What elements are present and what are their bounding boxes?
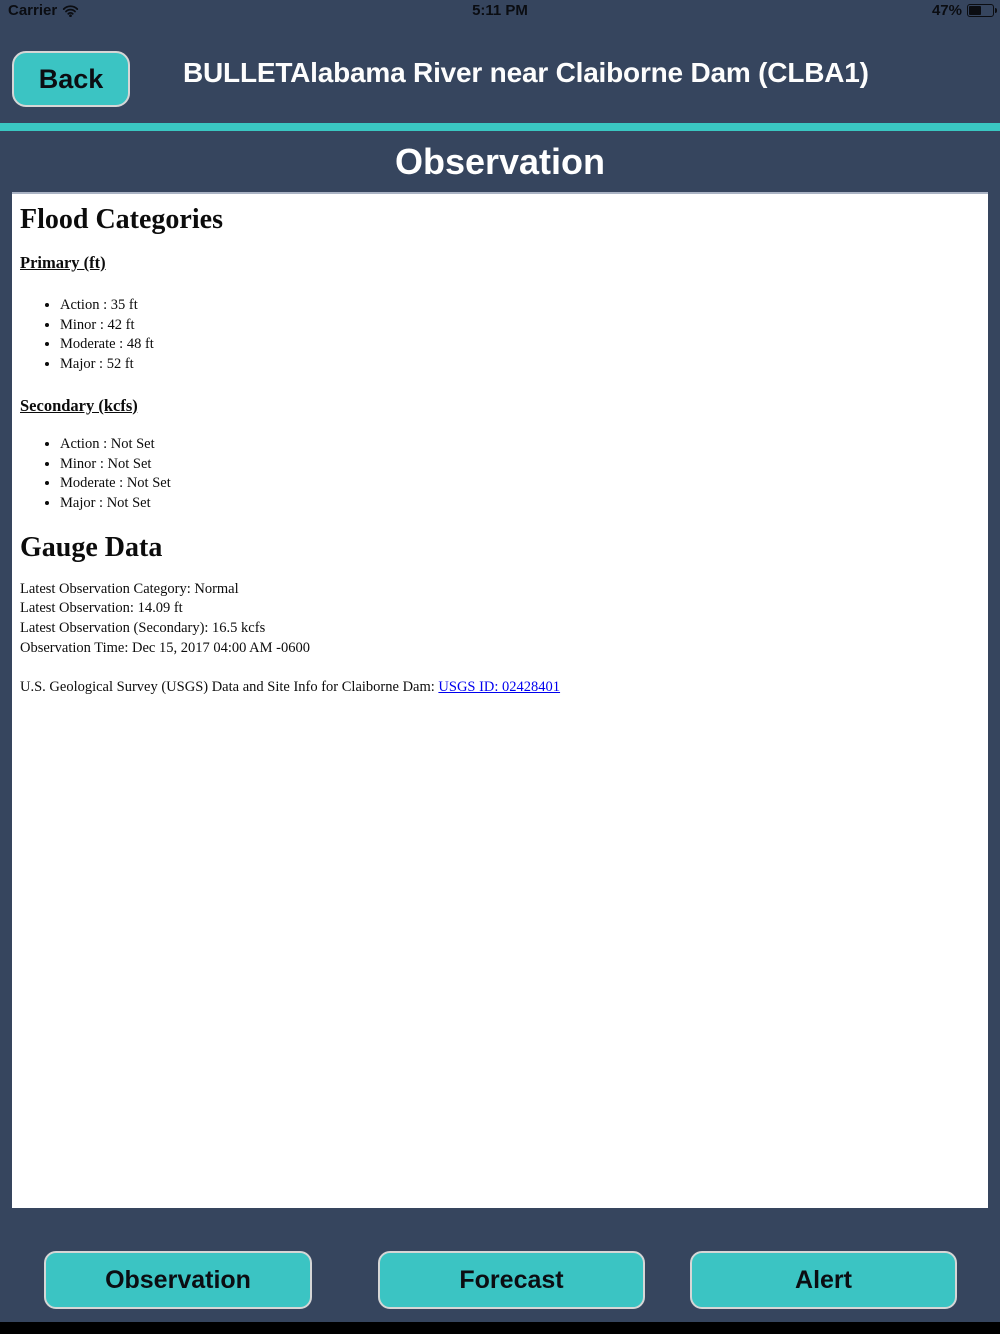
- battery-icon: [967, 4, 994, 17]
- clock: 5:11 PM: [472, 2, 528, 19]
- list-item: • Major : Not Set: [60, 494, 980, 514]
- observation-tab-button[interactable]: Observation: [44, 1251, 312, 1309]
- list-item: • Action : 35 ft: [60, 296, 980, 316]
- secondary-subheading: Secondary (kcfs): [20, 395, 138, 415]
- page-title: BULLETAlabama River near Claiborne Dam (CLBA1): [183, 56, 869, 88]
- gauge-data-heading: Gauge Data: [20, 531, 163, 563]
- gauge-line: Latest Observation Category: Normal: [20, 580, 239, 597]
- list-item: • Moderate : 48 ft: [60, 335, 980, 355]
- list-item: • Action : Not Set: [60, 435, 980, 455]
- battery-percent-label: 47%: [931, 2, 962, 19]
- secondary-category-list: [20, 435, 980, 514]
- status-bar: [0, 0, 1000, 22]
- list-item: • Minor : 42 ft: [60, 316, 980, 336]
- primary-subheading: Primary (ft): [20, 253, 106, 272]
- teal-divider: [0, 123, 1000, 131]
- gauge-line: Observation Time: Dec 15, 2017 04:00 AM -0600: [20, 639, 310, 656]
- usgs-id-link[interactable]: USGS ID: 02428401: [438, 679, 561, 696]
- gauge-line: Latest Observation: 14.09 ft: [20, 600, 183, 617]
- list-item: • Minor : Not Set: [60, 455, 980, 475]
- list-item: • Moderate : Not Set: [60, 474, 980, 494]
- section-header: Observation: [394, 140, 606, 182]
- list-item: • Major : 52 ft: [60, 355, 980, 375]
- primary-category-list: [20, 296, 980, 375]
- nav-bar: [0, 22, 1000, 123]
- usgs-info-line: [20, 678, 980, 698]
- forecast-tab-button[interactable]: Forecast: [378, 1251, 645, 1309]
- usgs-info-text: U.S. Geological Survey (USGS) Data and Site Info for Claiborne Dam:: [20, 679, 439, 696]
- gauge-data-block: [20, 580, 980, 659]
- gauge-line: Latest Observation (Secondary): 16.5 kcfs: [20, 620, 266, 637]
- carrier-label: Carrier: [8, 2, 58, 19]
- observation-panel: [12, 192, 988, 1208]
- back-button[interactable]: Back: [12, 51, 130, 107]
- bottom-black-strip: [0, 1322, 1000, 1334]
- alert-tab-button[interactable]: Alert: [690, 1251, 957, 1309]
- flood-categories-heading: Flood Categories: [20, 204, 223, 235]
